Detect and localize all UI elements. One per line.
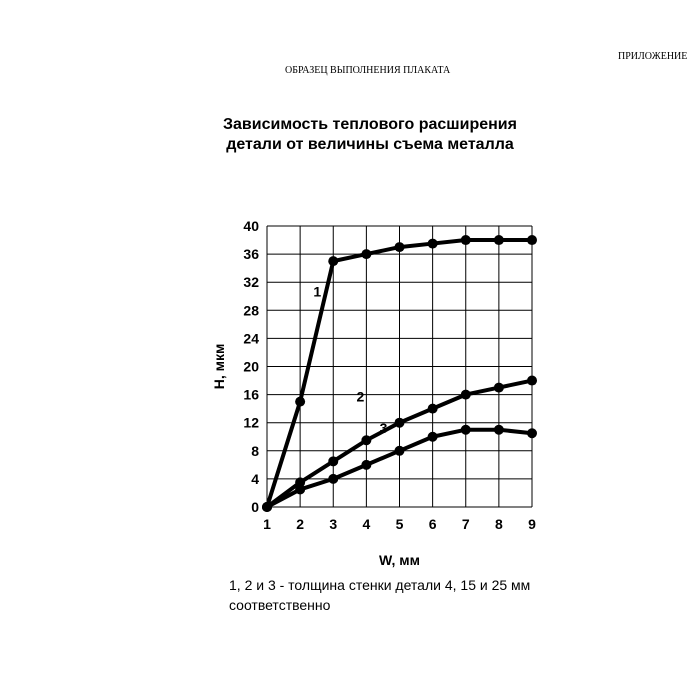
x-tick-label: 7 — [461, 516, 470, 532]
data-point — [361, 460, 371, 470]
data-point — [527, 428, 537, 438]
y-tick-label: 20 — [243, 358, 259, 375]
data-point — [428, 239, 438, 249]
y-tick-label: 8 — [251, 442, 259, 459]
data-point — [295, 484, 305, 494]
data-point — [527, 376, 537, 386]
data-point — [262, 502, 272, 512]
series-label: 3 — [379, 420, 388, 437]
poster-header: ОБРАЗЕЦ ВЫПОЛНЕНИЯ ПЛАКАТА — [285, 65, 451, 76]
data-point — [461, 425, 471, 435]
y-tick-label: 16 — [243, 386, 259, 403]
data-point — [361, 435, 371, 445]
y-tick-label: 40 — [243, 218, 259, 234]
y-tick-label: 12 — [243, 414, 259, 431]
data-point — [361, 249, 371, 259]
data-point — [395, 446, 405, 456]
data-point — [328, 456, 338, 466]
x-tick-label: 5 — [395, 516, 404, 532]
data-point — [328, 474, 338, 484]
data-point — [295, 397, 305, 407]
x-tick-label: 2 — [296, 516, 305, 532]
x-tick-label: 9 — [528, 516, 536, 532]
x-tick-label: 1 — [263, 516, 271, 532]
series-label: 2 — [356, 388, 365, 405]
y-tick-label: 24 — [243, 330, 259, 347]
series-label: 1 — [313, 283, 322, 300]
chart-title: Зависимость теплового расширения детали от величины съема металла — [223, 116, 517, 153]
data-point — [395, 418, 405, 428]
appendix-label: ПРИЛОЖЕНИЕ — [618, 51, 688, 62]
y-tick-label: 0 — [251, 499, 259, 515]
y-tick-label: 28 — [243, 302, 259, 319]
x-tick-label: 8 — [494, 516, 503, 532]
data-point — [395, 242, 405, 252]
x-tick-label: 6 — [428, 516, 437, 532]
data-point — [461, 235, 471, 245]
data-point — [428, 404, 438, 414]
y-axis-label: H, мкм — [211, 343, 227, 390]
data-point — [494, 425, 504, 435]
y-tick-label: 4 — [251, 470, 259, 487]
data-point — [428, 432, 438, 442]
data-point — [494, 383, 504, 393]
data-point — [527, 235, 537, 245]
x-axis-label: W, мм — [379, 552, 420, 568]
chart-note: 1, 2 и 3 - толщина стенки детали 4, 15 и 25 мм соответственно — [229, 577, 531, 613]
x-tick-label: 4 — [362, 516, 371, 532]
y-tick-label: 36 — [243, 246, 259, 263]
data-point — [461, 390, 471, 400]
data-point — [494, 235, 504, 245]
data-point — [328, 256, 338, 266]
y-tick-label: 32 — [243, 274, 259, 291]
x-tick-label: 3 — [329, 516, 338, 532]
